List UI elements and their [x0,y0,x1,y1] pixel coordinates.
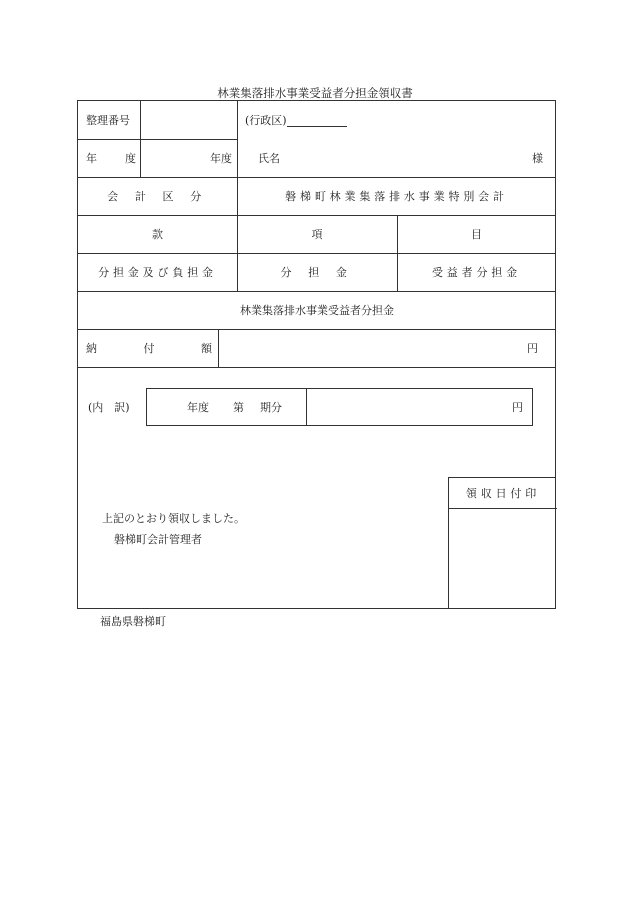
uchiwake-kibun: 期分 [260,401,282,414]
nendo-label-a: 年 [86,152,97,165]
uchiwake-label: (内 訳) [88,401,130,414]
seiri-bango-label: 整理番号 [86,114,130,127]
ryoshu-stamp-box [448,477,556,608]
kou-value: 分 担 金 [280,266,354,279]
gyoseiku-blank[interactable] [287,114,347,127]
nendo-value[interactable]: 年度 [210,152,232,165]
issuer-footer: 福島県磐梯町 [100,615,166,628]
noufu-gaku-label [86,329,212,367]
uchiwake-amount[interactable]: 円 [512,401,523,414]
gyoseiku-label: (行政区) [245,114,287,127]
moku-value: 受益者分担金 [431,266,522,279]
shimei-label: 氏名 [258,152,280,165]
nendo-label-b: 度 [125,152,136,165]
kaikei-kubun-label: 会 計 区 分 [107,190,208,203]
kan-label: 款 [152,228,163,241]
setsu-value: 林業集落排水事業受益者分担金 [240,304,394,317]
noufu-a: 納 [86,342,97,355]
note-line-1: 上記のとおり領収しました。 [102,512,245,525]
sama-label: 様 [532,152,543,165]
rule [449,508,557,509]
kaikei-kubun-value: 磐梯町林業集落排水事業特別会計 [285,190,508,203]
uchiwake-period[interactable] [187,389,305,425]
noufu-gaku-value[interactable]: 円 [527,342,538,355]
uchiwake-nendo: 年度 [187,401,209,414]
moku-label: 目 [471,228,482,241]
ryoshu-stamp-label: 領収日付印 [465,487,541,500]
noufu-b: 付 [143,342,155,355]
kou-label: 項 [311,228,323,241]
kan-value: 分担金及び負担金 [98,266,217,279]
uchiwake-box [146,388,533,426]
gyoseiku-field[interactable] [245,101,545,139]
rule [78,367,556,368]
nendo-label [86,139,136,177]
document-title: 林業集落排水事業受益者分担金領収書 [217,86,413,100]
uchiwake-dai: 第 [233,401,244,414]
receipt-form [77,100,556,609]
noufu-c: 額 [201,342,212,355]
note-line-2: 磐梯町会計管理者 [114,533,202,546]
